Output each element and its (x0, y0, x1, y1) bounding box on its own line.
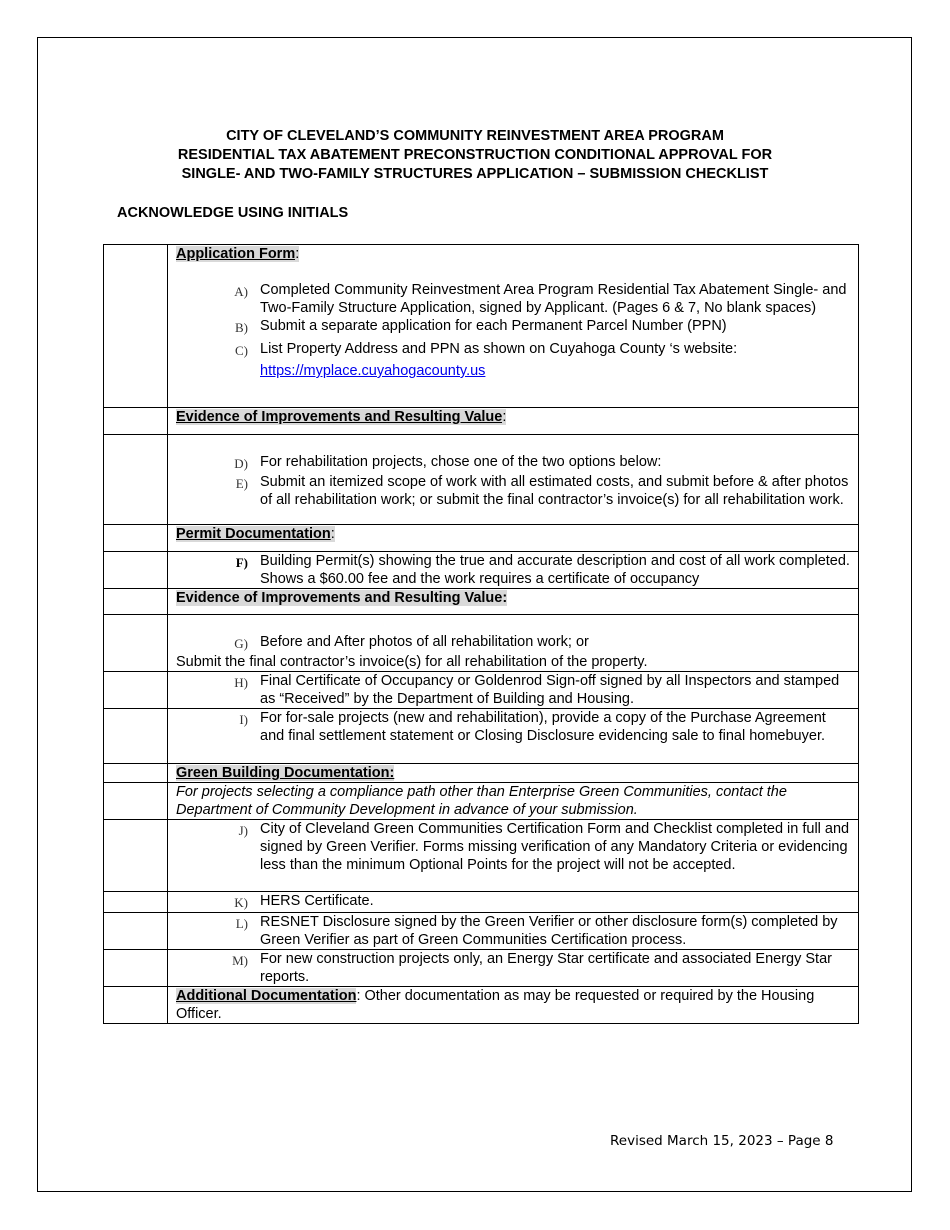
section-heading-evidence: Evidence of Improvements and Resulting Value (176, 409, 503, 425)
list-item (176, 820, 852, 874)
item-text-continued: Submit the final contractor’s invoice(s) for all rehabilitation of the property. (176, 654, 648, 670)
initials-cell[interactable] (104, 589, 168, 615)
checklist-content (168, 615, 859, 672)
initials-cell[interactable] (104, 525, 168, 552)
initials-cell[interactable] (104, 552, 168, 589)
item-text: List Property Address and PPN as shown on Cuyahoga County ‘s website: (260, 341, 738, 357)
checklist-content (168, 709, 859, 764)
item-text: Final Certificate of Occupancy or Goldenrod Sign-off signed by all Inspectors and stamped as “Received” by the Department of Building and Housing. (260, 673, 840, 707)
checklist-content (168, 552, 859, 589)
table-row (104, 552, 859, 589)
green-note: For projects selecting a compliance path other than Enterprise Green Communities, contact the Department of Community Development in advance of your submission. (168, 783, 859, 820)
item-letter: K) (234, 895, 248, 910)
title-line-1: CITY OF CLEVELAND’S COMMUNITY REINVESTMENT AREA PROGRAM (226, 128, 724, 144)
item-letter: H) (234, 675, 248, 690)
table-row (104, 820, 859, 892)
list-item (176, 317, 852, 337)
additional-text: : Other documentation as may be requested or required by the Housing Officer. (176, 988, 815, 1022)
table-row (104, 525, 859, 552)
item-text: For rehabilitation projects, chose one of the two options below: (260, 454, 662, 470)
checklist-content (168, 987, 859, 1024)
section-heading-evidence-2: Evidence of Improvements and Resulting Value: (176, 590, 508, 606)
initials-cell[interactable] (104, 245, 168, 408)
item-letter: A) (234, 284, 248, 299)
checklist-content (168, 892, 859, 913)
initials-cell[interactable] (104, 435, 168, 525)
page-title (0, 127, 950, 184)
list-item (176, 453, 852, 473)
initials-cell[interactable] (104, 892, 168, 913)
list-item (176, 892, 852, 912)
item-text: Submit a separate application for each Permanent Parcel Number (PPN) (260, 318, 727, 334)
section-heading-green: Green Building Documentation: (176, 765, 395, 781)
list-item (176, 340, 852, 380)
initials-cell[interactable] (104, 672, 168, 709)
item-text: HERS Certificate. (260, 893, 374, 909)
item-letter: I) (239, 712, 248, 727)
initials-cell[interactable] (104, 820, 168, 892)
item-letter: L) (235, 916, 248, 931)
list-item (176, 950, 852, 986)
table-row (104, 408, 859, 435)
section-heading-application: Application Form (176, 246, 296, 262)
item-letter: M) (232, 953, 248, 968)
checklist-content (168, 435, 859, 525)
table-row (104, 615, 859, 672)
initials-cell[interactable] (104, 987, 168, 1024)
submission-checklist-table (103, 244, 859, 1024)
page-footer: Revised March 15, 2023 – Page 8 (610, 1133, 834, 1149)
table-row (104, 709, 859, 764)
item-text: Building Permit(s) showing the true and accurate description and cost of all work completed. Shows a $60.00 fee and the work requires a certificate of occupancy (260, 553, 850, 587)
initials-cell[interactable] (104, 950, 168, 987)
table-row (104, 892, 859, 913)
table-row (104, 783, 859, 820)
table-row (104, 950, 859, 987)
list-item (176, 633, 852, 653)
item-letter: B) (235, 320, 248, 335)
table-row (104, 589, 859, 615)
table-row (104, 987, 859, 1024)
initials-cell[interactable] (104, 408, 168, 435)
checklist-content (168, 764, 859, 783)
list-item (176, 709, 852, 745)
checklist-content (168, 913, 859, 950)
initials-cell[interactable] (104, 615, 168, 672)
list-item (176, 672, 852, 708)
section-heading-additional: Additional Documentation (176, 988, 357, 1004)
checklist-content (168, 672, 859, 709)
initials-cell[interactable] (104, 709, 168, 764)
checklist-content (168, 820, 859, 892)
checklist-content (168, 950, 859, 987)
item-letter: E) (235, 476, 248, 491)
list-item (176, 281, 852, 317)
item-text: Completed Community Reinvestment Area Program Residential Tax Abatement Single- and Two-Family Structure Application, signed by Applicant. (Pages 6 & 7, No blank spaces) (260, 282, 847, 316)
item-letter: D) (234, 456, 248, 471)
item-text: Before and After photos of all rehabilitation work; or (260, 634, 589, 650)
list-item (176, 913, 852, 949)
item-text: RESNET Disclosure signed by the Green Verifier or other disclosure form(s) completed by Green Verifier as part of Green Communities Certification process. (260, 914, 838, 948)
table-row (104, 672, 859, 709)
list-item (176, 473, 852, 509)
checklist-content: Permit Documentation: (168, 525, 859, 552)
list-item (176, 552, 852, 588)
item-letter: G) (234, 636, 248, 651)
item-text: For new construction projects only, an Energy Star certificate and associated Energy Star reports. (260, 951, 832, 985)
table-row (104, 435, 859, 525)
item-text: For for-sale projects (new and rehabilitation), provide a copy of the Purchase Agreement and final settlement statement or Closing Disclosure evidencing sale to final homebuyer. (260, 710, 826, 744)
initials-cell[interactable] (104, 913, 168, 950)
checklist-content: Evidence of Improvements and Resulting Value: (168, 408, 859, 435)
item-letter: F) (235, 555, 248, 570)
item-text: City of Cleveland Green Communities Certification Form and Checklist completed in full and signed by Green Verifier. Forms missing verification of any Mandatory Criteria or evidencing less than the minimum Optional Points for the project will not be accepted. (260, 821, 850, 873)
title-line-2: RESIDENTIAL TAX ABATEMENT PRECONSTRUCTION CONDITIONAL APPROVAL FOR (177, 147, 773, 163)
item-letter: J) (238, 823, 248, 838)
table-row (104, 245, 859, 408)
checklist-content: Application Form: A) Completed Community Reinvestment Area Program Residential Tax Abatement Single- and Two-Family Structure Application, signed by Applicant. (Pages 6 & 7, No blank spaces) B) Submit a separate application for each Permanent Parcel Number (PPN) C) List Property Address and PPN as shown on Cuyahoga County ‘s website: https://myplace.cuyahogacounty.us (168, 245, 859, 408)
initials-cell[interactable] (104, 764, 168, 783)
section-heading-permit: Permit Documentation (176, 526, 331, 542)
initials-cell[interactable] (104, 783, 168, 820)
checklist-content (168, 589, 859, 615)
item-letter: C) (235, 343, 248, 358)
county-website-link[interactable]: https://myplace.cuyahogacounty.us (260, 363, 486, 379)
item-text: Submit an itemized scope of work with all estimated costs, and submit before & after photos of all rehabilitation work; or submit the final contractor’s invoice(s) for all rehabilitation work. (260, 474, 849, 508)
acknowledge-heading: ACKNOWLEDGE USING INITIALS (117, 205, 349, 221)
table-row (104, 913, 859, 950)
table-row (104, 764, 859, 783)
title-line-3: SINGLE- AND TWO-FAMILY STRUCTURES APPLICATION – SUBMISSION CHECKLIST (181, 166, 769, 182)
